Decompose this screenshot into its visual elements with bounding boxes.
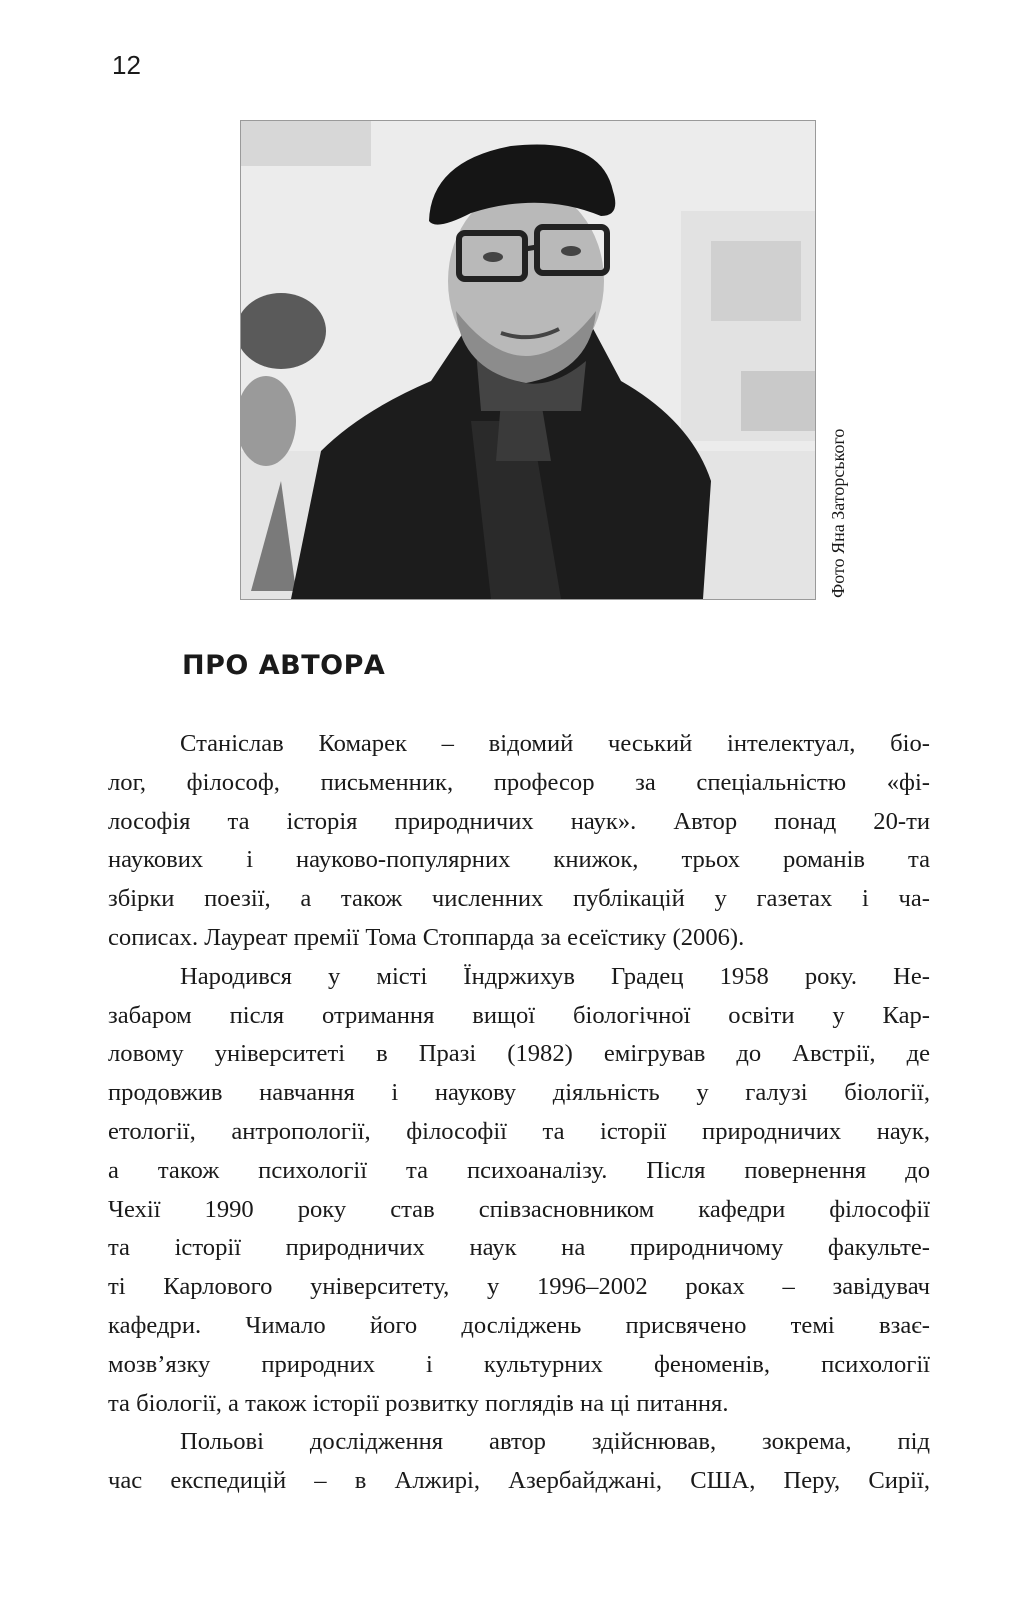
paragraph-line: мозв’язку природних і культурних феноменів, психології [108,1350,930,1378]
paragraph-line: лософія та історія природничих наук». Автор понад 20-ти [108,807,930,835]
paragraph-line: сописах. Лауреат премії Тома Стоппарда за есеїстику (2006). [108,923,745,951]
paragraph-line: та історії природничих наук на природничому факульте- [108,1234,930,1262]
page-number: 12 [112,50,141,80]
paragraph-line: наукових і науково-популярних книжок, трьох романів та [108,846,930,874]
paragraph-line: а також психології та психоаналізу. Після повернення до [108,1156,930,1184]
paragraph-line: ті Карлового університету, у 1996–2002 роках – завідувач [108,1273,930,1301]
section-heading: ПРО АВТОРА [182,650,386,681]
paragraph-line: Чехії 1990 року став співзасновником кафедри філософії [108,1195,930,1223]
photo-credit: Фото Яна Заторського [828,428,848,598]
paragraph-line: та біології, а також історії розвитку поглядів на ці питання. [108,1389,729,1417]
paragraph-line: збірки поезії, а також численних публікацій у газетах і ча- [108,885,930,913]
paragraph-line: час експедицій – в Алжирі, Азербайджані, США, Перу, Сирії, [108,1467,930,1495]
author-photo [240,120,816,600]
paragraph-line: забаром після отримання вищої біологічної освіти у Кар- [108,1001,930,1029]
paragraph-line: Станіслав Комарек – відомий чеський інтелектуал, біо- [180,730,930,757]
paragraph-line: кафедри. Чимало його досліджень присвячено темі взає- [108,1311,930,1339]
body-text [108,725,930,1501]
paragraph-line: Народився у місті Їндржихув Градец 1958 року. Не- [180,962,930,990]
paragraph-line: лог, філософ, письменник, професор за спеціальністю «фі- [108,768,930,796]
paragraph-line: ловому університеті в Празі (1982) емігрував до Австрії, де [108,1040,930,1068]
paragraph-line: Польові дослідження автор здійснював, зокрема, під [180,1428,930,1456]
paragraph-line: продовжив навчання і наукову діяльність у галузі біології, [108,1079,930,1107]
paragraph-line: етології, антропології, філософії та історії природничих наук, [108,1117,930,1145]
